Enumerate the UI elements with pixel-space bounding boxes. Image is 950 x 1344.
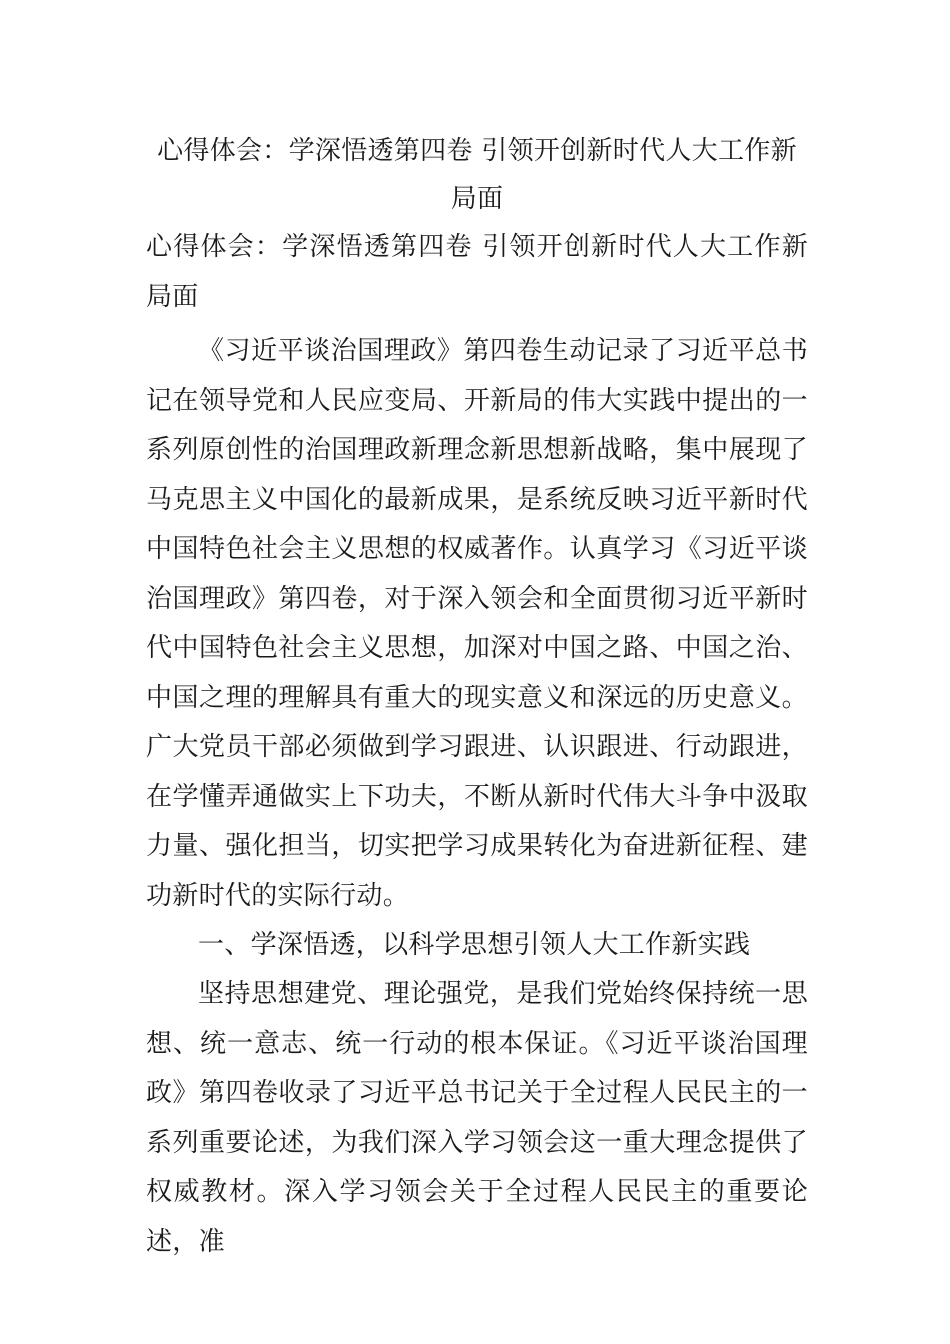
section-paragraph: 坚持思想建党、理论强党，是我们党始终保持统一思想、统一意志、统一行动的根本保证。《习近平谈治国理政》第四卷收录了习近平总书记关于全过程人民民主的一系列重要论述，为我们深入学习领会这一重大理念提供了权威教材。深入学习领会关于全过程人民民主的重要论述，准: [146, 979, 808, 1257]
section-heading: 一、学深悟透，以科学思想引领人大工作新实践: [198, 930, 751, 960]
document-subtitle: 心得体会：学深悟透第四卷 引领开创新时代人大工作新局面: [146, 232, 808, 312]
document-title: 心得体会：学深悟透第四卷 引领开创新时代人大工作新局面: [157, 136, 797, 214]
body-paragraph: 《习近平谈治国理政》第四卷生动记录了习近平总书记在领导党和人民应变局、开新局的伟大实践中提出的一系列原创性的治国理政新理念新思想新战略，集中展现了马克思主义中国化的最新成果，是系统反映习近平新时代中国特色社会主义思想的权威著作。认真学习《习近平谈治国理政》第四卷，对于深入领会和全面贯彻习近平新时代中国特色社会主义思想，加深对中国之路、中国之治、中国之理的理解具有重大的现实意义和深远的历史意义。广大党员干部必须做到学习跟进、认识跟进、行动跟进，在学懂弄通做实上下功夫，不断从新时代伟大斗争中汲取力量、强化担当，切实把学习成果转化为奋进新征程、建功新时代的实际行动。: [146, 336, 808, 911]
